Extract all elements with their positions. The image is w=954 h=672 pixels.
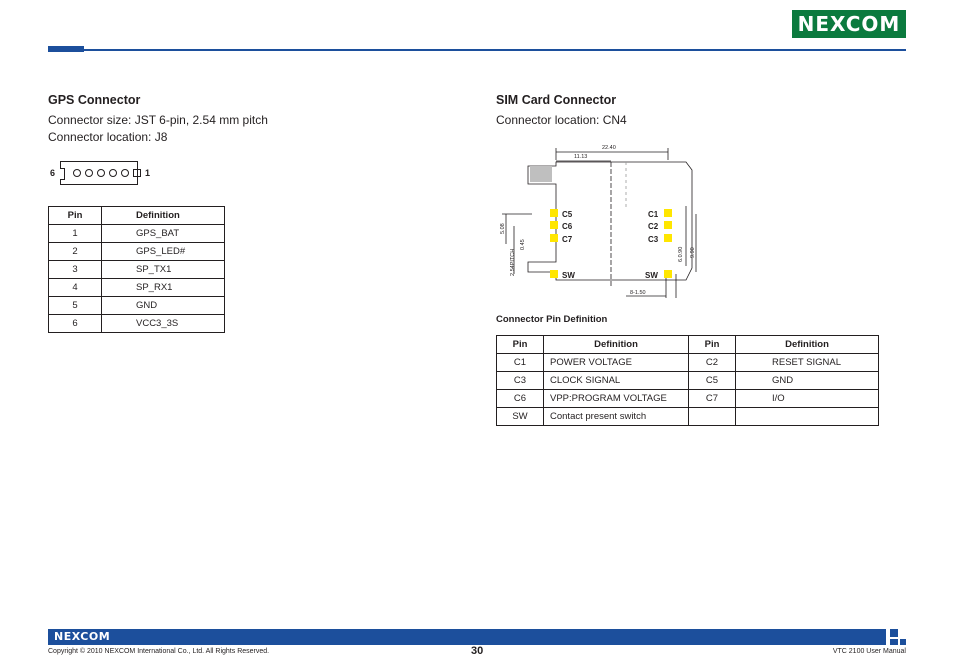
dim-left3-label: 2.54PITCH [510, 248, 516, 276]
gps-location-text: Connector location: J8 [48, 130, 168, 144]
table-cell: POWER VOLTAGE [544, 354, 689, 372]
pad-label: C2 [648, 222, 659, 231]
dim-left1-label: 5.08 [500, 223, 506, 234]
dim-top-label: 22.40 [602, 145, 616, 151]
table-cell: C1 [497, 354, 544, 372]
dim-right2-label: 9.90 [690, 247, 696, 258]
gps-pin1-icon [133, 169, 141, 177]
gps-pin-icon [73, 169, 81, 177]
pad-label: SW [562, 271, 575, 280]
table-cell: Contact present switch [544, 408, 689, 426]
table-row [49, 243, 225, 261]
gps-pin-icon [97, 169, 105, 177]
table-cell [689, 408, 736, 426]
gps-connector-drawing [60, 161, 138, 185]
gps-pin-table [48, 206, 225, 333]
table-cell: I/O [736, 390, 879, 408]
header-rule [84, 49, 906, 51]
table-row [49, 297, 225, 315]
pad-label: C1 [648, 210, 659, 219]
table-cell: VCC3_3S [102, 315, 225, 333]
table-cell: GPS_BAT [102, 225, 225, 243]
table-row [497, 408, 879, 426]
column-header: Definition [102, 207, 225, 225]
table-cell: 3 [49, 261, 102, 279]
table-cell: VPP:PROGRAM VOLTAGE [544, 390, 689, 408]
pad-label: SW [645, 271, 658, 280]
sim-location-text: Connector location: CN4 [496, 113, 627, 127]
pad-label: C3 [648, 235, 659, 244]
gps-pin-icon [109, 169, 117, 177]
dim-bottom-label: 8-1.50 [630, 290, 646, 296]
gps-pin6-label: 6 [50, 168, 56, 178]
header-accent-bar [48, 46, 84, 52]
dim-right1-label: 6.0.90 [678, 246, 684, 262]
column-header: Pin [49, 207, 102, 225]
gps-pin1-label: 1 [145, 168, 151, 178]
table-cell: SP_TX1 [102, 261, 225, 279]
column-header: Definition [736, 336, 879, 354]
nexcom-logo: NEXCOM [792, 10, 906, 38]
table-cell: C6 [497, 390, 544, 408]
table-cell: 6 [49, 315, 102, 333]
sim-table-caption: Connector Pin Definition [496, 314, 608, 325]
footer-square-icon [890, 629, 898, 637]
pad-label: C6 [562, 222, 573, 231]
pad-label: C7 [562, 235, 573, 244]
table-cell [736, 408, 879, 426]
sim-connector-drawing [496, 140, 716, 300]
table-cell: 1 [49, 225, 102, 243]
table-cell: SW [497, 408, 544, 426]
table-row [49, 261, 225, 279]
table-row [49, 315, 225, 333]
table-cell: GPS_LED# [102, 243, 225, 261]
gps-size-text: Connector size: JST 6-pin, 2.54 mm pitch [48, 113, 268, 127]
table-cell: 2 [49, 243, 102, 261]
footer-manual-title: VTC 2100 User Manual [832, 648, 906, 655]
table-row [49, 279, 225, 297]
table-cell: C3 [497, 372, 544, 390]
footer-bar [48, 629, 886, 645]
table-cell: RESET SIGNAL [736, 354, 879, 372]
table-cell: GND [102, 297, 225, 315]
table-cell: SP_RX1 [102, 279, 225, 297]
footer-copyright: Copyright © 2010 NEXCOM International Co., Ltd. All Rights Reserved. [48, 648, 270, 655]
table-cell: C2 [689, 354, 736, 372]
gps-pin-icon [85, 169, 93, 177]
table-row [49, 225, 225, 243]
table-cell: C5 [689, 372, 736, 390]
column-header: Definition [544, 336, 689, 354]
table-row [497, 372, 879, 390]
table-header-row [497, 336, 879, 354]
gps-pin-icon [121, 169, 129, 177]
table-cell: C7 [689, 390, 736, 408]
table-row [497, 354, 879, 372]
table-cell: 5 [49, 297, 102, 315]
footer-square-icon [890, 639, 898, 645]
table-cell: GND [736, 372, 879, 390]
column-header: Pin [497, 336, 544, 354]
table-header-row [49, 207, 225, 225]
gps-title: GPS Connector [48, 93, 141, 107]
dim-top2-label: 11.13 [574, 154, 588, 160]
footer-logo: NEXCOM [54, 630, 111, 643]
table-cell: 4 [49, 279, 102, 297]
column-header: Pin [689, 336, 736, 354]
footer-square-icon [900, 639, 906, 645]
page-number: 30 [471, 645, 484, 657]
sim-pin-table [496, 335, 879, 426]
table-row [497, 390, 879, 408]
pad-label: C5 [562, 210, 573, 219]
table-cell: CLOCK SIGNAL [544, 372, 689, 390]
sim-title: SIM Card Connector [496, 93, 617, 107]
dim-left2-label: 0.45 [520, 239, 526, 250]
